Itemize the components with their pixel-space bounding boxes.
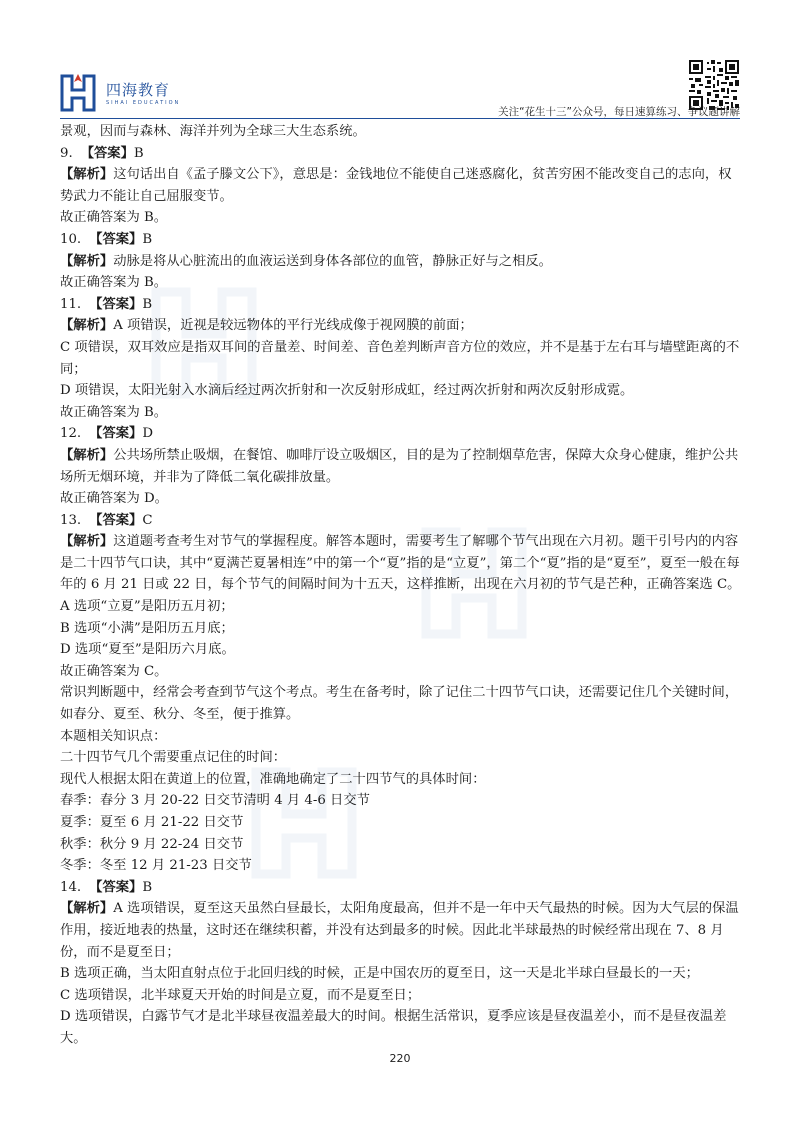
answer-explanations: [60, 121, 744, 1050]
line-text: 故正确答案为 B。: [60, 210, 168, 226]
text-line: [60, 661, 744, 683]
section-tag: 【解析】: [60, 167, 114, 183]
text-line: [60, 402, 744, 424]
line-text: B: [142, 296, 153, 312]
text-line: [60, 337, 744, 380]
text-line: [60, 747, 744, 769]
text-line: [60, 380, 744, 402]
answer-line: [60, 510, 744, 532]
line-text: C: [142, 512, 153, 528]
line-text: B 选项“小满”是阳历五月底；: [60, 620, 234, 636]
section-tag: 【答案】: [89, 426, 143, 442]
line-text: B: [142, 879, 153, 895]
line-text: 景观，因而与森林、海洋并列为全球三大生态系统。: [60, 124, 366, 139]
line-text: 动脉是将从心脏流出的血液运送到身体各部位的血管，静脉正好与之相反。: [113, 253, 552, 269]
section-tag: 【答案】: [89, 879, 143, 895]
line-text: A 项错误，近视是较远物体的平行光线成像于视网膜的前面；: [113, 318, 473, 334]
header-divider: [60, 118, 740, 119]
question-number: 10.: [60, 231, 82, 247]
line-text: 故正确答案为 B。: [60, 404, 168, 420]
explanation-line: [60, 251, 744, 273]
line-text: 春季：春分 3 月 20-22 日交节清明 4 月 4-6 日交节: [60, 793, 370, 809]
explanation-line: [60, 315, 744, 337]
text-line: [60, 985, 744, 1007]
line-text: 故正确答案为 B。: [60, 275, 168, 291]
text-line: [60, 682, 744, 725]
line-text: 故正确答案为 D。: [60, 491, 168, 507]
section-tag: 【答案】: [89, 296, 143, 312]
section-tag: 【答案】: [80, 145, 134, 161]
question-number: 14.: [60, 879, 82, 895]
text-line: [60, 769, 744, 791]
text-line: [60, 207, 744, 229]
line-text: B: [133, 145, 144, 161]
text-line: [60, 834, 744, 856]
answer-line: [60, 294, 744, 316]
logo-subtitle: SIHAI EDUCATION: [106, 100, 181, 106]
text-line: [60, 488, 744, 510]
line-text: 本题相关知识点：: [60, 728, 167, 744]
section-tag: 【解析】: [60, 318, 114, 334]
line-text: 夏季：夏至 6 月 21-22 日交节: [60, 815, 244, 830]
text-line: [60, 726, 744, 748]
line-text: 故正确答案为 C。: [60, 663, 168, 679]
line-text: D 选项错误，白露节气才是北半球昼夜温差最大的时间。根据生活常识，夏季应该是昼夜温差小，而不是昼夜温差大。: [60, 1009, 727, 1046]
line-text: 冬季：冬至 12 月 21-23 日交节: [60, 858, 252, 874]
text-line: [60, 963, 744, 985]
answer-line: [60, 877, 744, 899]
text-line: [60, 272, 744, 294]
question-number: 13.: [60, 512, 82, 528]
line-text: D: [142, 426, 154, 442]
text-line: [60, 790, 744, 812]
text-line: [60, 618, 744, 640]
line-text: 现代人根据太阳在黄道上的位置，准确地确定了二十四节气的具体时间：: [60, 771, 486, 787]
line-text: A 选项错误，夏至这天虽然白昼最长，太阳角度最高，但并不是一年中天气最热的时候。因为大气层的保温作用，接近地表的热量，这时还在继续积蓄，并没有达到最多的时候。因此北半球最热的时候经常出现在 7、8 月份，而不是夏至日；: [60, 901, 739, 960]
page-header: [0, 0, 800, 122]
line-text: D 选项“夏至”是阳历六月底。: [60, 642, 235, 658]
question-number: 9.: [60, 145, 73, 161]
header-tagline: 关注“花生十三”公众号，每日速算练习、争议题讲解: [498, 106, 740, 118]
text-line: [60, 596, 744, 618]
answer-line: [60, 143, 744, 165]
answer-line: [60, 229, 744, 251]
page-number: 220: [389, 1052, 411, 1065]
explanation-line: [60, 164, 744, 207]
line-text: B 选项正确，当太阳直射点位于北回归线的时候，正是中国农历的夏至日，这一天是北半球白昼最长的一天；: [60, 966, 699, 982]
section-tag: 【答案】: [89, 512, 143, 528]
logo-text: 四海教育: [106, 81, 171, 99]
line-text: C 选项错误，北半球夏天开始的时间是立夏，而不是夏至日；: [60, 987, 421, 1003]
question-number: 11.: [60, 296, 82, 312]
line-text: 这句话出自《孟子滕文公下》，意思是：金钱地位不能使自己迷惑腐化，贫苦穷困不能改变自己的志向，权势武力不能让自己屈服变节。: [60, 167, 732, 204]
line-text: 公共场所禁止吸烟，在餐馆、咖啡厅设立吸烟区，目的是为了控制烟草危害，保障大众身心健康，维护公共场所无烟环境，并非为了降低二氧化碳排放量。: [60, 447, 739, 485]
section-tag: 【解析】: [60, 253, 114, 269]
line-text: 秋季：秋分 9 月 22-24 日交节: [60, 836, 244, 852]
text-line: [60, 812, 744, 834]
section-tag: 【解析】: [60, 447, 114, 463]
section-tag: 【解析】: [60, 901, 114, 917]
line-text: 二十四节气几个需要重点记住的时间：: [60, 750, 287, 766]
line-text: 这道题考查考生对节气的掌握程度。解答本题时，需要考生了解哪个节气出现在六月初。题干引号内的内容是二十四节气口诀，其中“夏满芒夏暑相连”中的第一个“夏”指的是“立夏”，第二个“夏”指的是“夏至”，夏至一般在每年的 6 月 21 日或 22 日，每个节气的间隔时间为十五天，这样推断，出现在六月初的节气是芒种，正确答案选 C。: [60, 534, 741, 593]
text-line: [60, 121, 744, 143]
text-line: [60, 1006, 744, 1049]
text-line: [60, 855, 744, 877]
section-tag: 【答案】: [89, 231, 143, 247]
explanation-line: [60, 531, 744, 596]
text-line: [60, 639, 744, 661]
line-text: 常识判断题中，经常会考查到节气这个考点。考生在备考时，除了记住二十四节气口诀，还需要记住几个关键时间，如春分、夏至、秋分、冬至，便于推算。: [60, 685, 739, 723]
line-text: A 选项“立夏”是阳历五月初；: [60, 599, 234, 615]
line-text: C 项错误，双耳效应是指双耳间的音量差、时间差、音色差判断声音方位的效应，并不是基于左右耳与墙壁距离的不同；: [60, 339, 740, 377]
explanation-line: [60, 898, 744, 963]
line-text: B: [142, 231, 153, 247]
question-number: 12.: [60, 426, 82, 442]
qr-code-icon: [689, 60, 739, 110]
line-text: D 项错误，太阳光射入水滴后经过两次折射和一次反射形成虹，经过两次折射和两次反射形成霓。: [60, 383, 634, 399]
answer-line: [60, 423, 744, 445]
explanation-line: [60, 445, 744, 488]
section-tag: 【解析】: [60, 534, 114, 550]
